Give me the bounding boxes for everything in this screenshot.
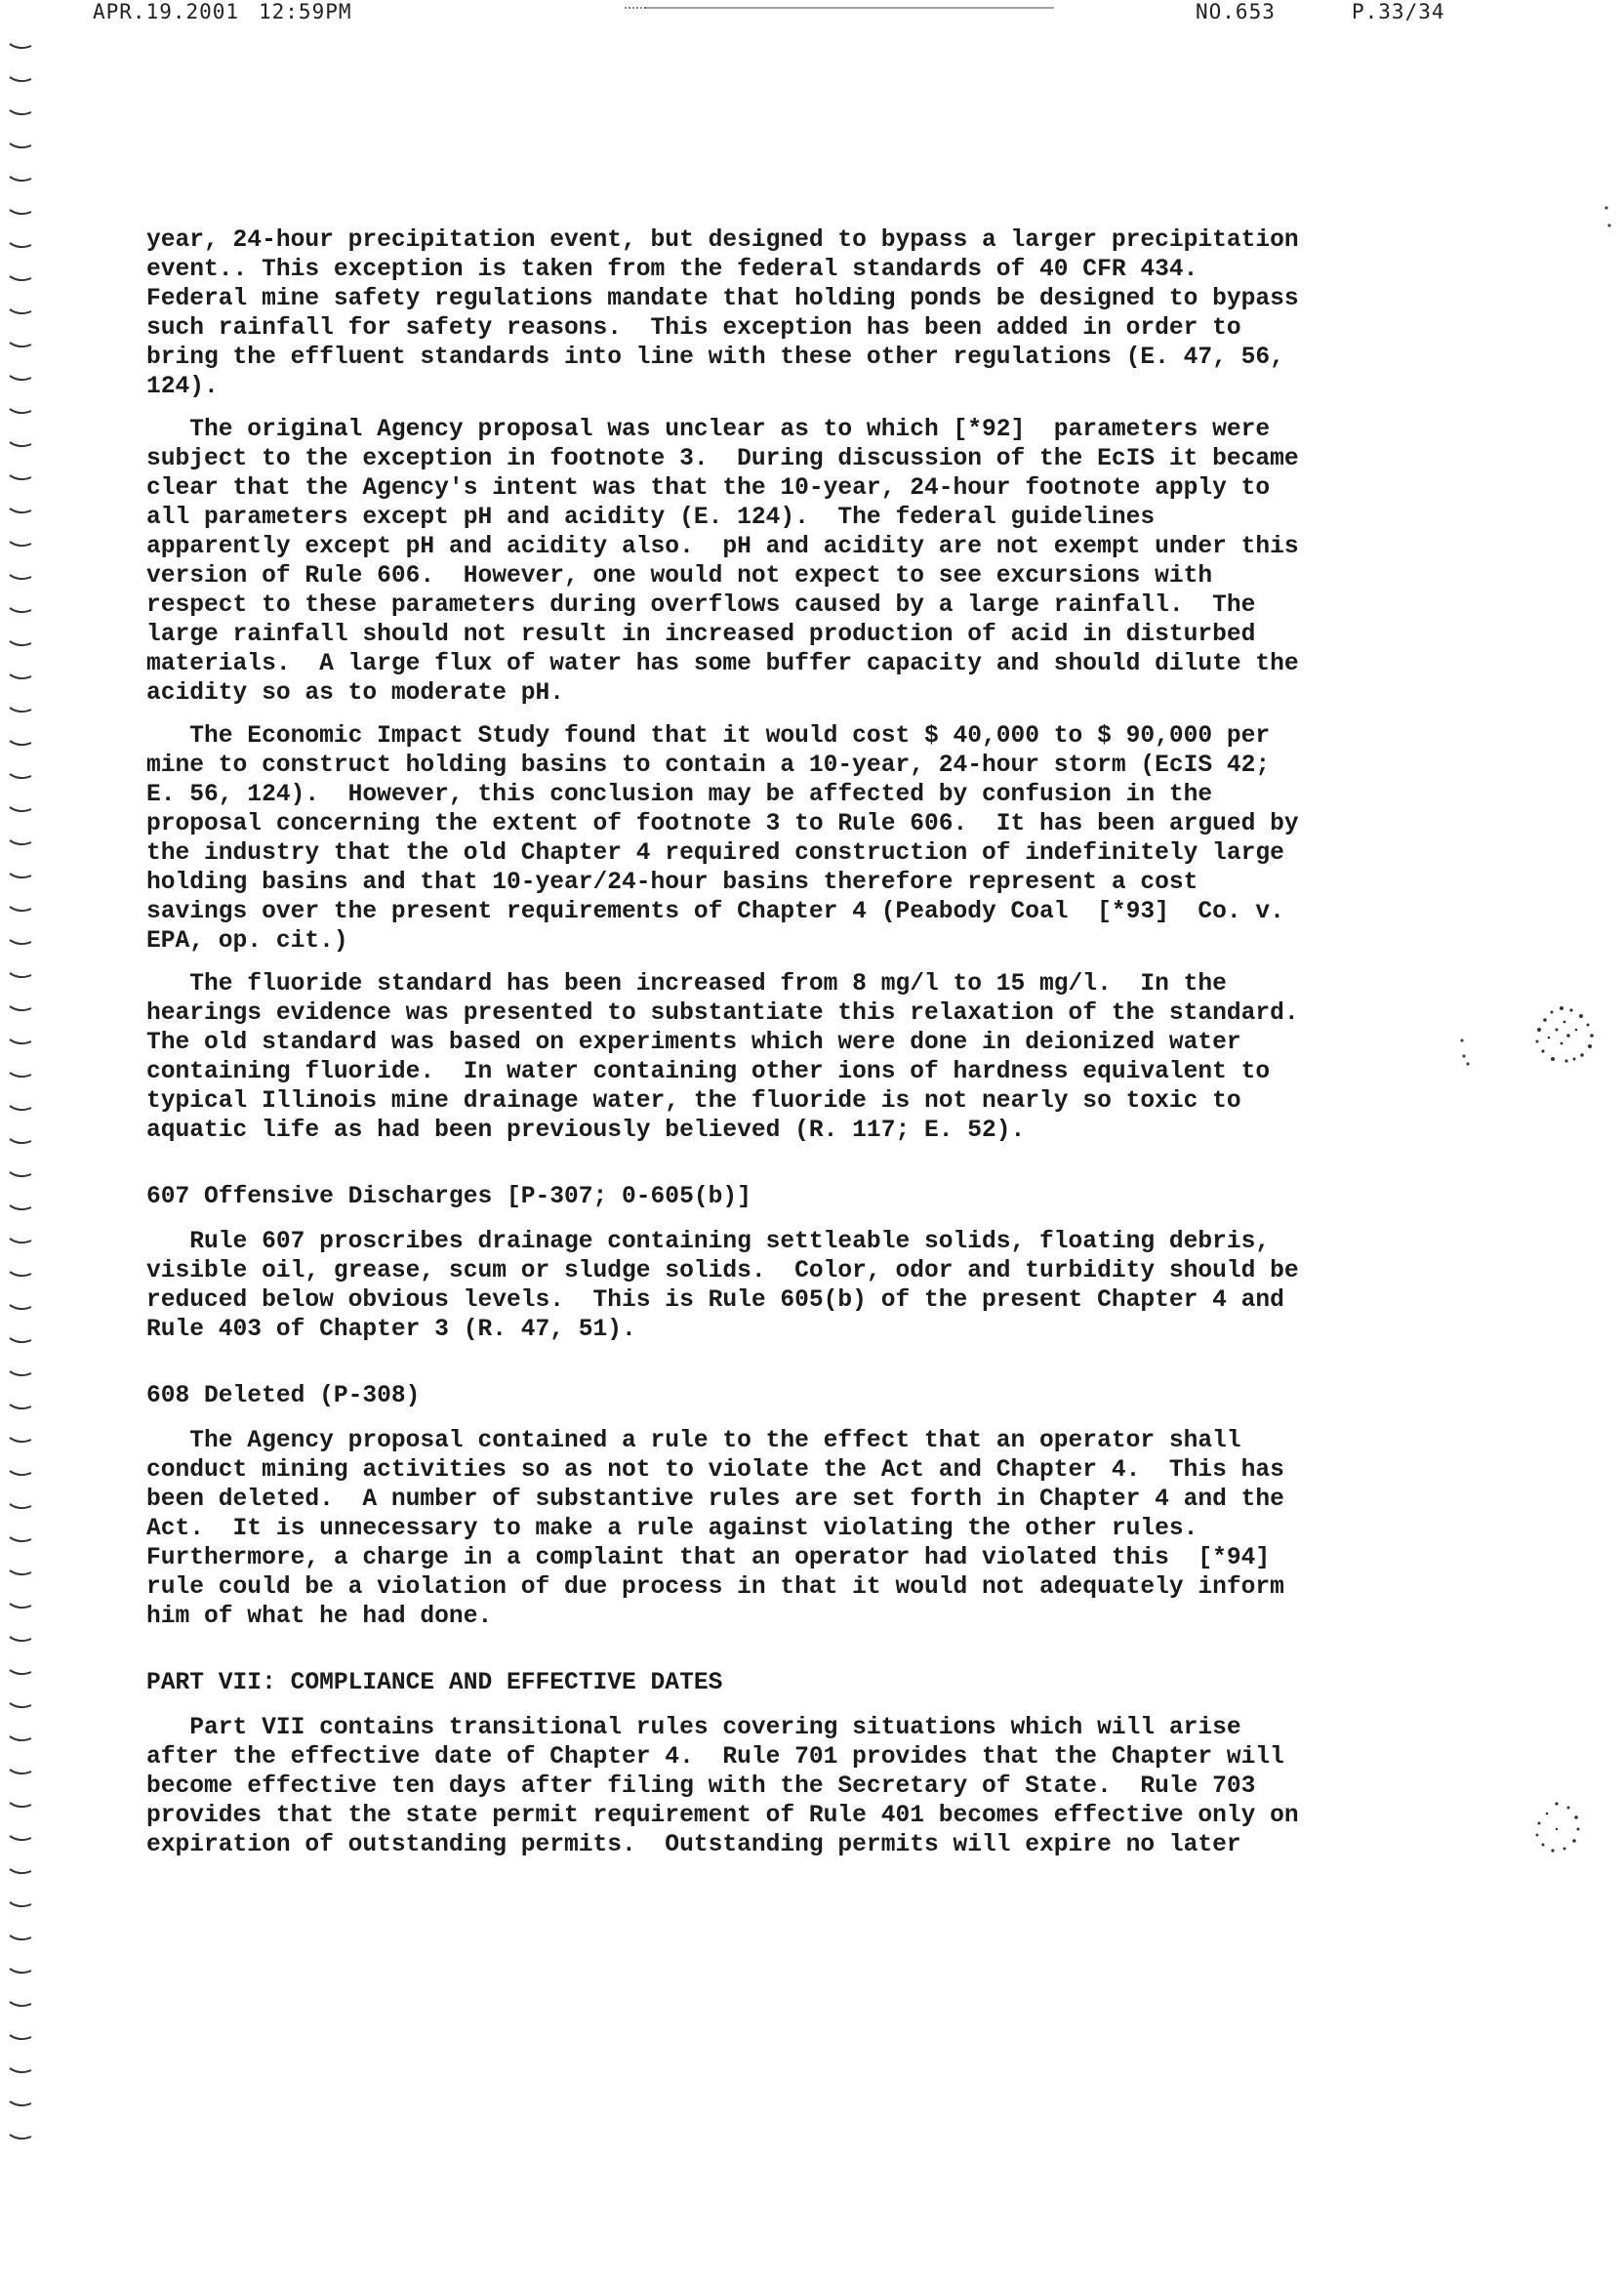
document-body (146, 226, 1464, 1860)
section-heading-608: 608 Deleted (P-308) (146, 1383, 421, 1409)
text-line: materials. A large flux of water has some buffer capacity and should dilute the (146, 651, 1299, 677)
binder-mark (10, 2002, 31, 2006)
binder-mark (10, 243, 31, 247)
binder-mark (10, 1073, 31, 1077)
binder-mark (10, 1405, 31, 1408)
section-heading-607: 607 Offensive Discharges [P-307; 0-605(b)] (146, 1184, 751, 1210)
binder-mark (10, 1836, 31, 1840)
binder-mark (10, 409, 31, 413)
text-line: bring the effluent standards into line with these other regulations (E. 47, 56, (146, 345, 1284, 371)
scan-speckle-icon (1518, 1000, 1605, 1074)
text-line: respect to these parameters during overflows caused by a large rainfall. The (146, 592, 1256, 619)
binder-mark (10, 1537, 31, 1541)
fax-header-rule (644, 7, 1054, 9)
binder-mark (10, 608, 31, 612)
fax-header-dots (625, 7, 646, 11)
binder-mark (10, 1205, 31, 1209)
text-line: EPA, op. cit.) (146, 928, 348, 955)
text-line: acidity so as to moderate pH. (146, 680, 565, 707)
binder-mark (10, 1239, 31, 1243)
text-line: conduct mining activities so as not to violate the Act and Chapter 4. This has (146, 1457, 1284, 1484)
scan-edge-mark-icon (1601, 200, 1616, 239)
binder-mark (10, 509, 31, 512)
binder-mark (10, 1504, 31, 1508)
text-line: visible oil, grease, scum or sludge solids. Color, odor and turbidity should be (146, 1258, 1299, 1284)
binder-mark (10, 1570, 31, 1574)
binder-mark (10, 1969, 31, 1973)
binder-mark (10, 741, 31, 745)
binder-mark (10, 2101, 31, 2105)
binder-mark (10, 210, 31, 214)
binder-mark (10, 2135, 31, 2139)
binder-mark (10, 1006, 31, 1010)
text-line: subject to the exception in footnote 3. During discussion of the EcIS it became (146, 446, 1299, 472)
fax-number: NO.653 (1196, 0, 1276, 23)
text-line: proposal concerning the extent of footnote 3 to Rule 606. It has been argued by (146, 811, 1299, 837)
text-line: Federal mine safety regulations mandate that holding ponds be designed to bypass (146, 286, 1299, 312)
binder-mark (10, 44, 31, 48)
binder-mark (10, 575, 31, 579)
binder-mark (10, 309, 31, 313)
text-line: The original Agency proposal was unclear as to which [*92] parameters were (146, 417, 1271, 443)
binder-mark (10, 907, 31, 911)
binder-mark (10, 143, 31, 147)
binder-mark (10, 2068, 31, 2072)
binder-mark (10, 2035, 31, 2039)
text-line: been deleted. A number of substantive rules are set forth in Chapter 4 and the (146, 1487, 1284, 1513)
binder-margin-marks (0, 0, 59, 2282)
binder-mark (10, 1172, 31, 1176)
binder-mark (10, 840, 31, 844)
text-line: E. 56, 124). However, this conclusion may be affected by confusion in the (146, 782, 1213, 808)
text-line: year, 24-hour precipitation event, but designed to bypass a larger precipitation (146, 227, 1299, 254)
binder-mark (10, 542, 31, 546)
text-line: Furthermore, a charge in a complaint that an operator had violated this [*94] (146, 1545, 1271, 1571)
binder-mark (10, 874, 31, 877)
binder-mark (10, 177, 31, 181)
binder-mark (10, 1139, 31, 1143)
binder-mark (10, 641, 31, 645)
binder-mark (10, 1272, 31, 1276)
text-line: mine to construct holding basins to contain a 10-year, 24-hour storm (EcIS 42; (146, 753, 1271, 779)
text-line: him of what he had done. (146, 1604, 493, 1630)
paragraph-5 (146, 1228, 1464, 1345)
fax-time: 12:59PM (259, 0, 352, 23)
text-line: version of Rule 606. However, one would not expect to see excursions with (146, 563, 1213, 590)
binder-mark (10, 940, 31, 944)
text-line: apparently except pH and acidity also. pH and acidity are not exempt under this (146, 534, 1299, 560)
fax-page-number: P.33/34 (1352, 0, 1445, 23)
text-line: expiration of outstanding permits. Outstanding permits will expire no later (146, 1832, 1241, 1858)
paragraph-3 (146, 722, 1464, 957)
binder-mark (10, 708, 31, 712)
text-line: event.. This exception is taken from the federal standards of 40 CFR 434. (146, 257, 1198, 283)
text-line: such rainfall for safety reasons. This exception has been added in order to (146, 315, 1241, 342)
text-line: hearings evidence was presented to substantiate this relaxation of the standard. (146, 1000, 1299, 1027)
binder-mark (10, 1305, 31, 1309)
binder-mark (10, 1670, 31, 1674)
text-line: large rainfall should not result in increased production of acid in disturbed (146, 622, 1256, 648)
binder-mark (10, 343, 31, 346)
binder-mark (10, 1637, 31, 1641)
binder-mark (10, 1770, 31, 1773)
text-line: Act. It is unnecessary to make a rule against violating the other rules. (146, 1516, 1198, 1542)
text-line: after the effective date of Chapter 4. Rule 701 provides that the Chapter will (146, 1744, 1284, 1771)
text-line: clear that the Agency's intent was that the 10-year, 24-hour footnote apply to (146, 475, 1271, 502)
text-line: provides that the state permit requirement of Rule 401 becomes effective only on (146, 1803, 1299, 1829)
binder-mark (10, 674, 31, 678)
text-line: the industry that the old Chapter 4 required construction of indefinitely large (146, 840, 1284, 867)
binder-mark (10, 774, 31, 778)
text-line: The old standard was based on experiments which were done in deionized water (146, 1030, 1241, 1056)
binder-mark (10, 442, 31, 446)
binder-mark (10, 475, 31, 479)
section-heading-part-vii: PART VII: COMPLIANCE AND EFFECTIVE DATES (146, 1670, 723, 1696)
paragraph-7 (146, 1714, 1464, 1860)
binder-mark (10, 1869, 31, 1873)
text-line: holding basins and that 10-year/24-hour basins therefore represent a cost (146, 870, 1198, 896)
binder-mark (10, 1703, 31, 1707)
text-line: rule could be a violation of due process in that it would not adequately inform (146, 1574, 1284, 1601)
text-line: become effective ten days after filing with the Secretary of State. Rule 703 (146, 1773, 1256, 1800)
binder-marks-icon (8, 0, 57, 2282)
text-line: Rule 607 proscribes drainage containing settleable solids, floating debris, (146, 1229, 1271, 1255)
text-line: typical Illinois mine drainage water, the fluoride is not nearly so toxic to (146, 1088, 1241, 1115)
text-line: all parameters except pH and acidity (E. 124). The federal guidelines (146, 505, 1156, 531)
scan-speckle-icon-2 (1518, 1796, 1596, 1864)
paragraph-2 (146, 416, 1464, 709)
binder-mark (10, 1039, 31, 1043)
binder-mark (10, 1902, 31, 1906)
binder-mark (10, 1471, 31, 1475)
text-line: Rule 403 of Chapter 3 (R. 47, 51). (146, 1317, 636, 1343)
binder-mark (10, 1438, 31, 1442)
binder-mark (10, 1736, 31, 1740)
binder-mark (10, 276, 31, 280)
paragraph-1 (146, 226, 1464, 402)
text-line: The Economic Impact Study found that it would cost $ 40,000 to $ 90,000 per (146, 723, 1271, 750)
binder-mark (10, 1338, 31, 1342)
binder-mark (10, 1936, 31, 1939)
binder-mark (10, 376, 31, 380)
paragraph-4 (146, 970, 1464, 1146)
text-line: containing fluoride. In water containing other ions of hardness equivalent to (146, 1059, 1271, 1085)
binder-mark (10, 110, 31, 114)
binder-mark (10, 973, 31, 977)
binder-mark (10, 1106, 31, 1110)
text-line: The Agency proposal contained a rule to the effect that an operator shall (146, 1428, 1241, 1454)
text-line: savings over the present requirements of Chapter 4 (Peabody Coal [*93] Co. v. (146, 899, 1284, 925)
fax-header (0, 0, 1624, 29)
text-line: aquatic life as had been previously believed (R. 117; E. 52). (146, 1118, 1026, 1144)
binder-mark (10, 1803, 31, 1807)
fax-date: APR.19.2001 (93, 0, 240, 23)
binder-mark (10, 807, 31, 811)
binder-mark (10, 1371, 31, 1375)
binder-mark (10, 1604, 31, 1608)
paragraph-6 (146, 1427, 1464, 1632)
binder-mark (10, 77, 31, 81)
text-line: Part VII contains transitional rules covering situations which will arise (146, 1715, 1241, 1741)
text-line: reduced below obvious levels. This is Rule 605(b) of the present Chapter 4 and (146, 1287, 1284, 1314)
text-line: 124). (146, 374, 219, 400)
text-line: The fluoride standard has been increased from 8 mg/l to 15 mg/l. In the (146, 971, 1227, 998)
